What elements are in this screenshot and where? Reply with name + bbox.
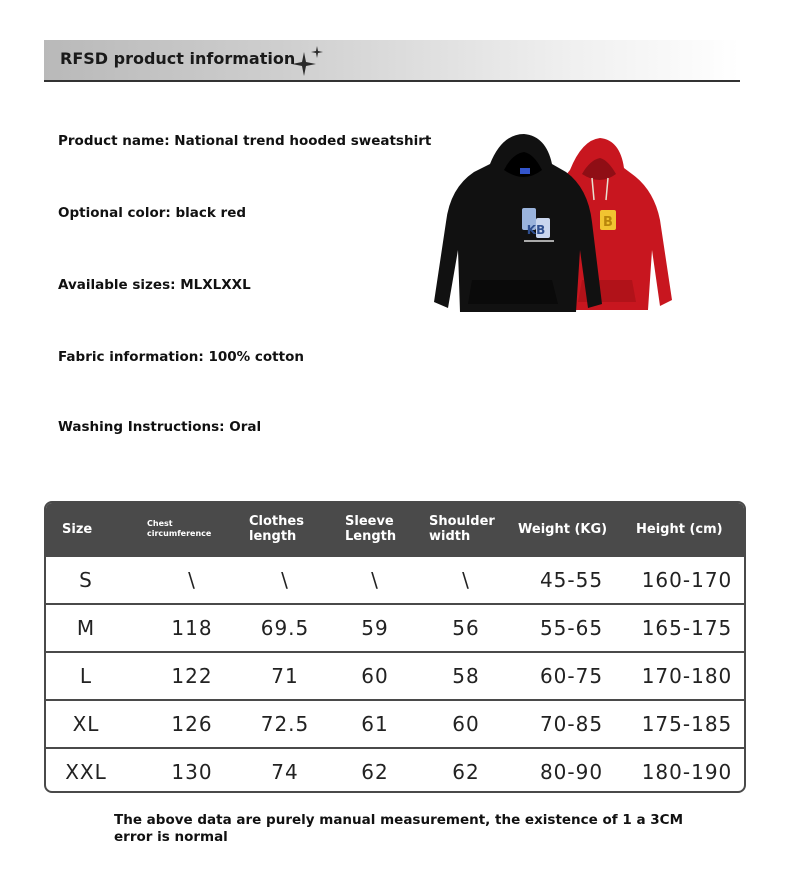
- cell-height: 180-190: [641, 760, 733, 784]
- cell-sleeve-length: 60: [361, 664, 389, 688]
- cell-chest: 118: [171, 616, 213, 640]
- svg-text:B: B: [603, 215, 613, 230]
- cell-weight: 55-65: [539, 616, 604, 640]
- cell-sleeve-length: 62: [361, 760, 389, 784]
- cell-size: [46, 749, 145, 793]
- cell-height: 160-170: [641, 568, 733, 592]
- header-height: Height (cm): [636, 521, 723, 537]
- cell-size-text: XL: [72, 712, 100, 736]
- sizes-line: Available sizes: MLXLXXL: [58, 277, 251, 293]
- fabric-line: Fabric information: 100% cotton: [58, 349, 304, 365]
- cell-weight: 80-90: [539, 760, 604, 784]
- cell-shoulder-width: 58: [452, 664, 480, 688]
- table-row: [46, 699, 744, 747]
- cell-weight: 45-55: [539, 568, 604, 592]
- cell-sleeve-length: 61: [361, 712, 389, 736]
- cell-shoulder-width: 56: [452, 616, 480, 640]
- page-title: RFSD product information: [60, 49, 296, 68]
- cell-shoulder-width: 60: [452, 712, 480, 736]
- table-row: [46, 747, 744, 793]
- color-line: Optional color: black red: [58, 205, 247, 221]
- cell-clothes-length: 72.5: [260, 712, 310, 736]
- header-size: Size: [62, 521, 93, 537]
- header-sleeve-length: Sleeve Length: [345, 514, 397, 544]
- cell-clothes-length: 69.5: [260, 616, 310, 640]
- header-band: [44, 40, 740, 82]
- measurement-note: The above data are purely manual measurement, the existence of 1 a 3CM error is normal: [114, 812, 684, 845]
- cell-sleeve-length: \: [371, 568, 379, 592]
- table-row: [46, 603, 744, 651]
- cell-weight: 60-75: [539, 664, 604, 688]
- cell-clothes-length: \: [281, 568, 289, 592]
- cell-height: 170-180: [641, 664, 733, 688]
- cell-size: [46, 605, 145, 651]
- cell-height: 165-175: [641, 616, 733, 640]
- cell-size: [46, 557, 145, 603]
- size-table: [44, 501, 746, 793]
- cell-chest: 126: [171, 712, 213, 736]
- cell-size: [46, 653, 145, 699]
- header-chest: Chest circumference: [147, 519, 212, 538]
- cell-sleeve-length: 59: [361, 616, 389, 640]
- sparkle-icon: [290, 44, 326, 80]
- header-weight: Weight (KG): [518, 521, 608, 537]
- cell-chest: \: [188, 568, 196, 592]
- cell-size: [46, 701, 145, 747]
- cell-height: 175-185: [641, 712, 733, 736]
- header-shoulder-width: Shoulder width: [429, 514, 495, 544]
- cell-clothes-length: 71: [271, 664, 299, 688]
- table-header-row: [46, 503, 744, 555]
- washing-line: Washing Instructions: Oral: [58, 419, 262, 435]
- table-row: [46, 555, 744, 603]
- cell-chest: 130: [171, 760, 213, 784]
- cell-shoulder-width: 62: [452, 760, 480, 784]
- cell-weight: 70-85: [539, 712, 604, 736]
- cell-clothes-length: 74: [271, 760, 299, 784]
- table-row: [46, 651, 744, 699]
- cell-shoulder-width: \: [462, 568, 470, 592]
- cell-chest: 122: [171, 664, 213, 688]
- cell-size-text: XXL: [65, 760, 107, 784]
- header-clothes-length: Clothes length: [249, 514, 304, 544]
- product-name-line: Product name: National trend hooded sweatshirt: [58, 133, 432, 149]
- cell-size-text: M: [76, 616, 96, 640]
- cell-size-text: S: [79, 568, 93, 592]
- svg-text:KB: KB: [526, 223, 546, 237]
- cell-size-text: L: [79, 664, 93, 688]
- hoodie-product-image: [432, 130, 678, 316]
